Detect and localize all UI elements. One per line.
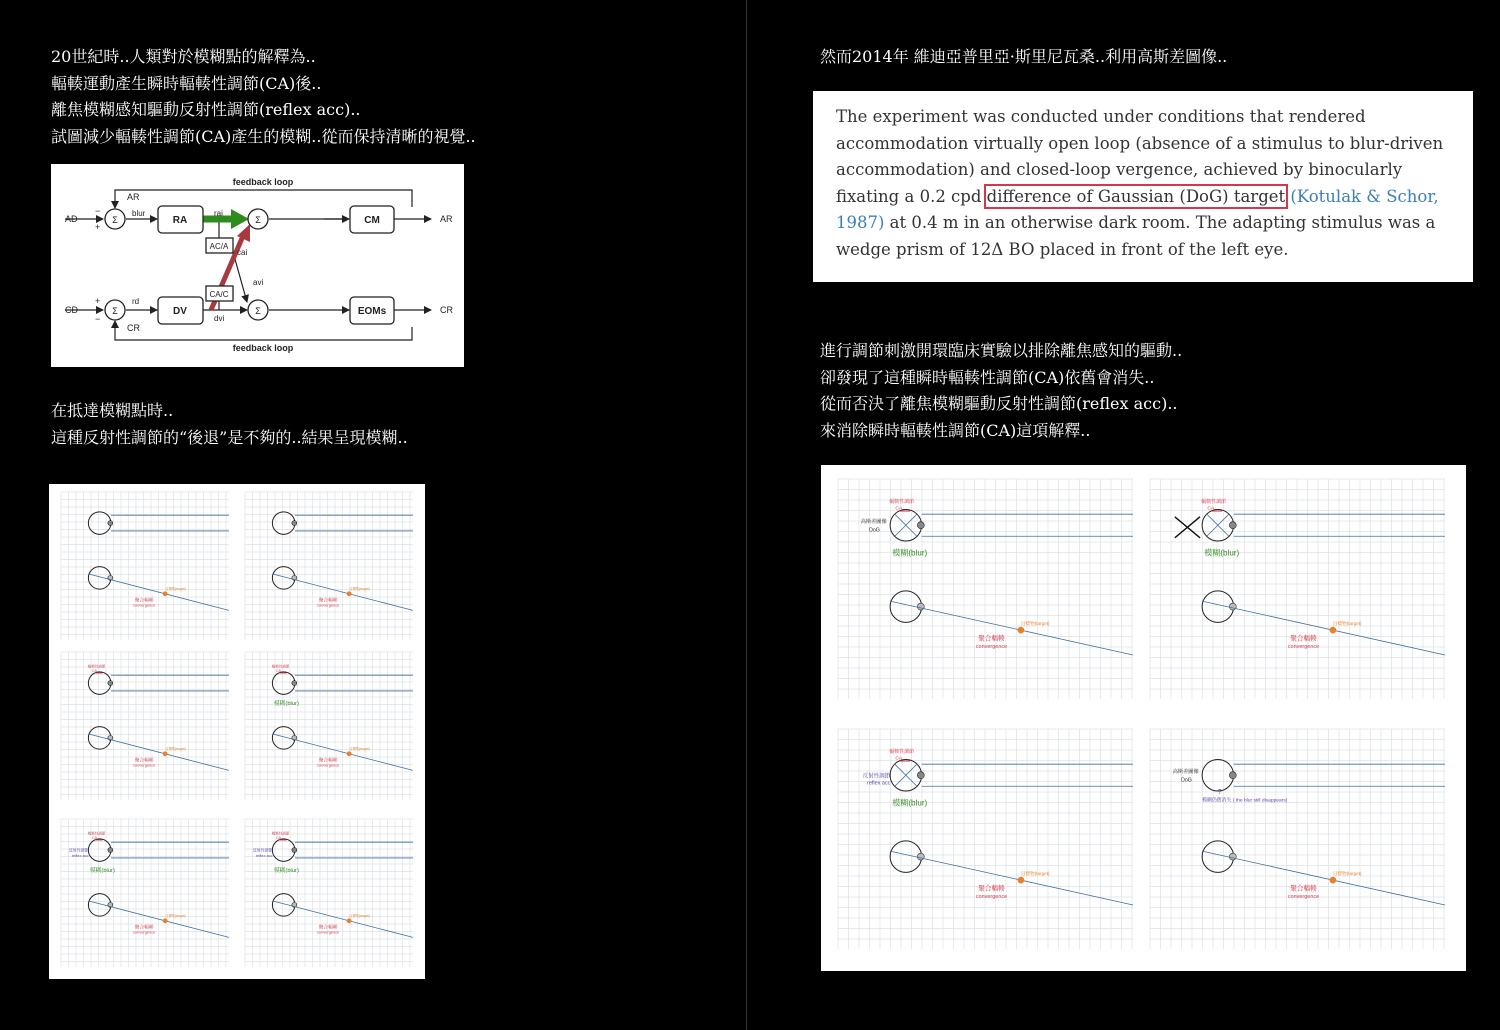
ar-output-label: AR [440, 214, 453, 224]
left-middle-paragraph [51, 398, 408, 451]
dv-label: DV [173, 306, 187, 317]
grid-panel [61, 819, 229, 967]
eye-icon [88, 672, 111, 695]
rd-label: rd [132, 297, 140, 306]
plus-sign: + [95, 222, 101, 232]
target-dot [1018, 627, 1025, 634]
convergence-en-label: convergence [1287, 893, 1320, 900]
grid-panel [245, 819, 413, 967]
target-label: 目標物(target) [165, 747, 186, 752]
eye-icon [272, 727, 295, 750]
convergence-en-label: convergence [316, 762, 340, 768]
target-label: 目標物(target) [1332, 620, 1362, 626]
lens-icon [917, 853, 924, 860]
grid-panel [838, 479, 1133, 699]
ca-label: CA [276, 668, 282, 673]
eye-icon [1202, 759, 1234, 791]
eye-icon [272, 894, 295, 917]
citation-link[interactable]: (Kotulak & Schor, 1987) [836, 186, 1439, 232]
target-label: 目標物(target) [165, 914, 186, 919]
ca-label: CA [276, 835, 282, 840]
convergence-zh-label: 聚合輻輳 [318, 598, 338, 604]
cd-label: CD [65, 305, 78, 315]
lens-icon [917, 522, 924, 529]
sigma-symbol: Σ [112, 215, 118, 225]
eye-icon [88, 839, 111, 862]
lens-icon [1229, 853, 1236, 860]
lens-icon [1229, 522, 1236, 529]
reflex-en-label: reflex acc [71, 852, 89, 858]
plus-sign: + [95, 296, 101, 306]
target-dot [347, 918, 352, 923]
blur-label: 模糊(blur) [273, 700, 299, 707]
convergence-zh-label: 聚合輻輳 [134, 758, 154, 764]
target-dot [163, 591, 168, 596]
eye-icon [272, 839, 295, 862]
aca-label: AC/A [209, 242, 229, 251]
eye-icon [272, 672, 295, 695]
top-loop-label: feedback loop [232, 177, 294, 187]
cac-label: CA/C [209, 290, 229, 299]
sigma-symbol: Σ [255, 306, 261, 316]
grid-panel [1150, 729, 1445, 949]
reflex-en-label: reflex acc [255, 852, 273, 858]
ca-zh-label: 輻輳性調節 [271, 664, 290, 669]
ca-zh-label: 輻輳性調節 [889, 750, 914, 756]
lens-icon [917, 603, 924, 610]
ar-feedback-label: AR [127, 192, 140, 202]
left-eye-diagram-grid [49, 484, 425, 979]
still-disappears-label: 模糊仍舊消失 ( the blur still disappears) [1202, 798, 1288, 804]
ca-label: CA [92, 835, 98, 840]
grid-panel [61, 652, 229, 800]
convergence-zh-label: 聚合輻輳 [978, 635, 1005, 643]
cai-label: cai [237, 248, 248, 257]
ca-zh-label: 輻輳性調節 [1201, 500, 1226, 506]
text-line: 在抵達模糊點時.. [51, 401, 174, 420]
target-dot [1018, 877, 1025, 884]
ca-label: CA [1207, 506, 1215, 512]
lens-icon [917, 772, 924, 779]
feedback-loop-diagram [51, 164, 464, 367]
lens-icon [108, 848, 113, 853]
ra-label: RA [172, 215, 188, 226]
sigma-symbol: Σ [255, 215, 261, 225]
eye-icon [1202, 591, 1234, 623]
eye-icon [88, 727, 111, 750]
right-middle-paragraph [820, 338, 1182, 444]
eoms-label: EOMs [357, 306, 387, 317]
dog-label: DoG [869, 527, 880, 534]
eye-icon [272, 512, 295, 535]
target-dot [1330, 877, 1337, 884]
dog-label: DoG [1181, 777, 1192, 784]
convergence-en-label: convergence [132, 762, 156, 768]
lens-icon [108, 521, 113, 526]
grid-panel [61, 492, 229, 640]
right-intro-paragraph [820, 44, 1227, 71]
text-line: 從而否決了離焦模糊驅動反射性調節(reflex acc).. [820, 394, 1178, 413]
blur-label: 模糊(blur) [89, 867, 115, 874]
convergence-en-label: convergence [975, 893, 1008, 900]
ad-label: AD [65, 214, 78, 224]
grid-panel [838, 729, 1133, 949]
text-line: 來消除瞬時輻輳性調節(CA)這項解釋.. [820, 420, 1091, 440]
eye-icon [88, 894, 111, 917]
dog-zh-label: 高斯差圖像 [1172, 769, 1199, 776]
text-line: 試圖減少輻輳性調節(CA)產生的模糊..從而保持清晰的視覺.. [51, 126, 476, 146]
text-line: 這種反射性調節的“後退”是不夠的..結果呈現模糊.. [51, 427, 408, 447]
target-dot [163, 751, 168, 756]
target-label: 目標物(target) [165, 587, 186, 592]
quote-text [836, 104, 1461, 263]
blur-label: blur [132, 209, 146, 218]
target-label: 目標物(target) [349, 747, 370, 752]
left-intro-paragraph [51, 44, 476, 150]
convergence-zh-label: 聚合輻輳 [1290, 635, 1317, 643]
page-divider [746, 0, 747, 1030]
reflex-zh-label: 反射性調節 [252, 847, 273, 853]
grid-panel [1150, 479, 1445, 699]
text-line: 離焦模糊感知驅動反射性調節(reflex acc).. [51, 100, 361, 119]
target-label: 目標物(target) [349, 587, 370, 592]
lens-icon [1229, 603, 1236, 610]
lens-icon [292, 681, 297, 686]
convergence-zh-label: 聚合輻輳 [978, 885, 1005, 893]
cr-output-label: CR [440, 305, 453, 315]
convergence-en-label: convergence [132, 929, 156, 935]
blur-label: 模糊(blur) [1204, 548, 1240, 558]
convergence-en-label: convergence [975, 643, 1008, 650]
target-dot [347, 751, 352, 756]
lens-icon [292, 848, 297, 853]
eye-icon [890, 591, 922, 623]
target-label: 目標物(target) [1020, 870, 1050, 876]
convergence-en-label: convergence [132, 602, 156, 608]
cr-feedback-label: CR [127, 323, 140, 333]
reflex-en-label: reflex acc [867, 780, 891, 787]
blur-label: 模糊(blur) [273, 867, 299, 874]
avi-label: avi [253, 278, 264, 287]
eye-icon [88, 512, 111, 535]
convergence-en-label: convergence [316, 929, 340, 935]
dog-highlight: difference of Gaussian (DoG) target [986, 186, 1286, 206]
dvi-label: dvi [214, 314, 225, 323]
quote-pre: The experiment was conducted under conditions that rendered accommodation virtually open loop (absence of a stimulus to blur-driven accommodation) and closed-loop vergence, achieved by binocularly fixating a 0.2 cpd [836, 107, 1444, 206]
rai-label: rai [214, 209, 223, 218]
target-label: 目標物(target) [349, 914, 370, 919]
convergence-en-label: convergence [316, 602, 340, 608]
convergence-zh-label: 聚合輻輳 [134, 925, 154, 931]
text-line: 20世紀時..人類對於模糊點的解釋為.. [51, 47, 316, 66]
quote-post: at 0.4 m in an otherwise dark room. The adapting stimulus was a wedge prism of 12Δ BO placed in front of the left eye. [836, 213, 1436, 259]
target-dot [347, 591, 352, 596]
text-line: 卻發現了這種瞬時輻輳性調節(CA)依舊會消失.. [820, 367, 1155, 387]
ca-zh-label: 輻輳性調節 [271, 831, 290, 836]
lens-icon [108, 681, 113, 686]
text-line: 進行調節刺激開環臨床實驗以排除離焦感知的驅動.. [820, 341, 1183, 360]
grid-panel [245, 652, 413, 800]
lens-icon [292, 521, 297, 526]
lens-icon [1229, 772, 1236, 779]
ca-zh-label: 輻輳性調節 [87, 831, 106, 836]
ca-zh-label: 輻輳性調節 [889, 500, 914, 506]
text-line: 然而2014年 維迪亞普里亞·斯里尼瓦桑..利用高斯差圖像.. [820, 47, 1228, 66]
paper-quote-box [813, 91, 1473, 282]
target-label: 目標物(target) [1020, 620, 1050, 626]
convergence-en-label: convergence [1287, 643, 1320, 650]
target-label: 目標物(target) [1332, 870, 1362, 876]
sigma-symbol: Σ [112, 306, 118, 316]
ca-label: CA [895, 756, 903, 762]
ca-label: CA [92, 668, 98, 673]
minus-sign: − [95, 206, 101, 216]
eye-icon [1202, 841, 1234, 873]
ca-label: CA [895, 506, 903, 512]
dog-zh-label: 高斯差圖像 [860, 519, 887, 526]
convergence-zh-label: 聚合輻輳 [318, 758, 338, 764]
bottom-loop-label: feedback loop [232, 343, 294, 353]
reflex-zh-label: 反射性調節 [862, 773, 891, 780]
question-mark: ? [1217, 789, 1222, 797]
blur-label: 模糊(blur) [892, 798, 928, 808]
eye-icon [272, 567, 295, 590]
convergence-zh-label: 聚合輻輳 [1290, 885, 1317, 893]
cm-label: CM [364, 215, 380, 226]
right-eye-diagram-grid [821, 465, 1466, 971]
grid-panel [245, 492, 413, 640]
text-line: 輻輳運動產生瞬時輻輳性調節(CA)後.. [51, 73, 322, 93]
convergence-zh-label: 聚合輻輳 [134, 598, 154, 604]
target-dot [1330, 627, 1337, 634]
eye-icon [890, 841, 922, 873]
blur-label: 模糊(blur) [892, 548, 928, 558]
target-dot [163, 918, 168, 923]
reflex-zh-label: 反射性調節 [68, 847, 89, 853]
minus-sign: − [95, 314, 101, 324]
eye-icon [88, 567, 111, 590]
ca-zh-label: 輻輳性調節 [87, 664, 106, 669]
convergence-zh-label: 聚合輻輳 [318, 925, 338, 931]
